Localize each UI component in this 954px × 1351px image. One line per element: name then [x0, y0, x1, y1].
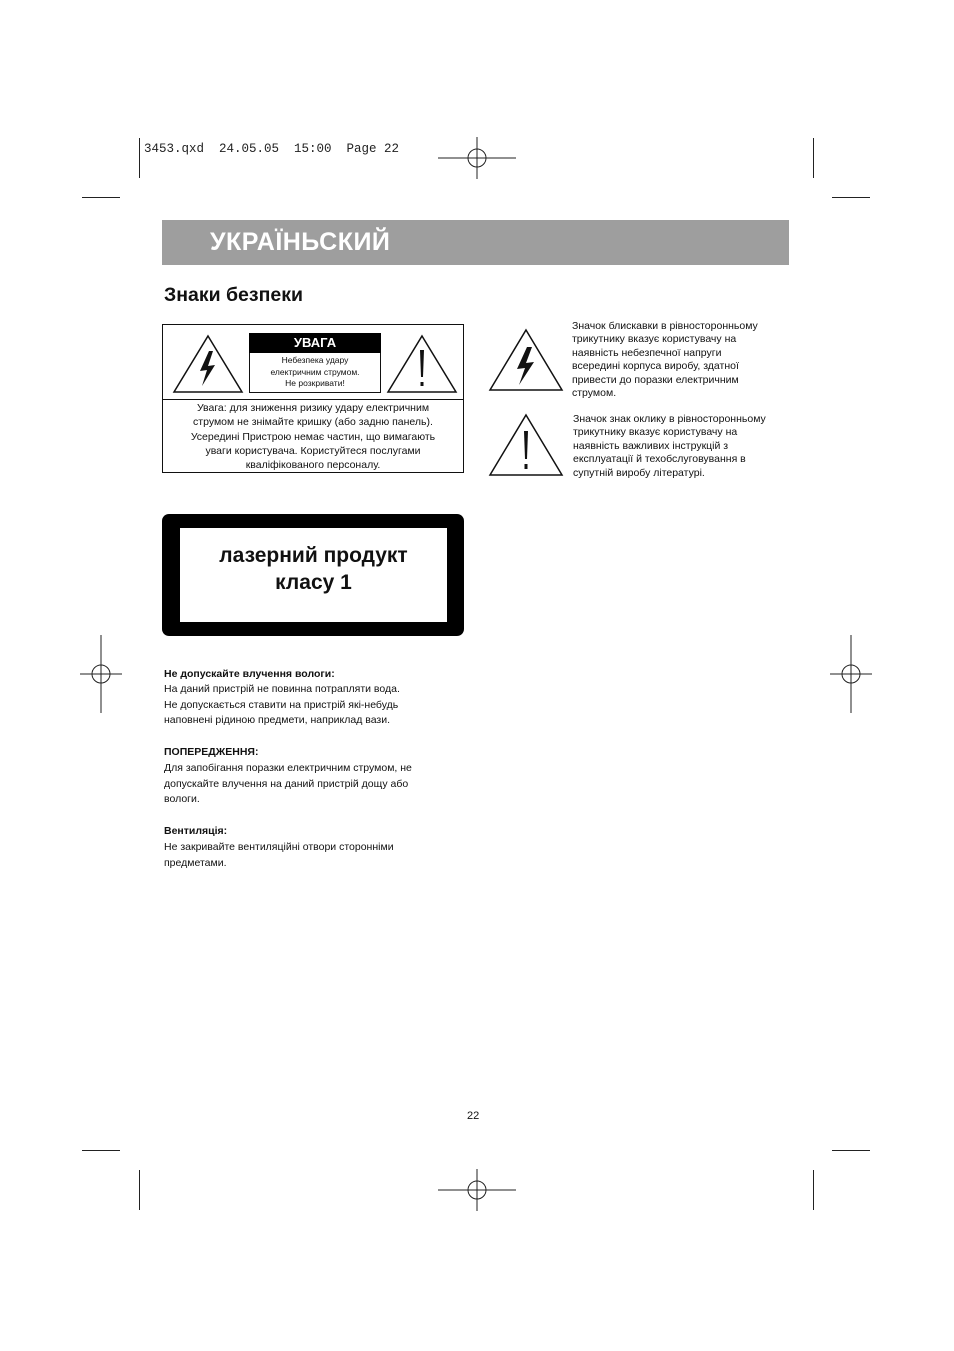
- description-line: привести до поразки електричним: [572, 373, 739, 386]
- caution-text-line: кваліфікованого персоналу.: [245, 459, 381, 472]
- banner-title: УКРАЇНЬСКИЙ: [210, 228, 391, 256]
- laser-line: лазерний продукт: [219, 544, 408, 567]
- caution-sub-line: електричним струмом.: [270, 366, 360, 377]
- paragraph-line: Не допускається ставити на пристрій які-небудь: [164, 698, 399, 711]
- exclamation-warning-icon: [385, 333, 459, 395]
- registration-mark-bottom: [438, 1169, 516, 1211]
- paragraph-line: Для запобігання поразки електричним струмом, не: [164, 762, 412, 774]
- laser-label-text: [180, 542, 447, 596]
- paragraph-line: вологи.: [164, 793, 200, 806]
- lightning-warning-icon: [171, 333, 245, 395]
- caution-heading-block: [249, 333, 381, 393]
- description-line: супутній виробу літературі.: [573, 466, 705, 479]
- registration-mark-top: [438, 137, 516, 179]
- laser-label-inner: [180, 528, 447, 622]
- laser-line: класу 1: [275, 571, 352, 594]
- description-line: Значок блискавки в рівносторонньому: [572, 320, 758, 332]
- lightning-description: [572, 320, 758, 400]
- exclamation-symbol-icon: [487, 412, 565, 478]
- description-line: експлуатації й техобслуговування в: [573, 453, 746, 466]
- paragraph-line: Не закривайте вентиляційні отвори сторонніми: [164, 841, 394, 853]
- caution-sub-line: Не розкривати!: [285, 378, 345, 388]
- caution-text-line: Усередині Пристрою немає частин, що вимагають: [190, 430, 436, 443]
- exclamation-description: [573, 413, 766, 480]
- warning-title: ПОПЕРЕДЖЕННЯ:: [164, 746, 259, 758]
- moisture-text: [164, 682, 454, 729]
- registration-mark-left: [80, 635, 122, 713]
- caution-sub-line: Небезпека удару: [281, 355, 349, 365]
- ventilation-title: Вентиляція:: [164, 825, 228, 837]
- laser-product-label: [162, 514, 464, 636]
- caution-subtext: [249, 353, 381, 393]
- paragraph-line: наповнені рідиною предмети, наприклад вази.: [164, 714, 391, 727]
- paragraph-line: На даний пристрій не повинна потрапляти вода.: [164, 683, 400, 695]
- caution-heading: УВАГА: [249, 333, 381, 353]
- paragraph-line: допускайте влучення на даний пристрій дощу або: [164, 777, 409, 790]
- caution-text: [167, 401, 459, 472]
- caution-text-line: Увага: для зниження ризику удару електричним: [196, 402, 430, 414]
- ventilation-text: [164, 840, 454, 871]
- caution-label: [162, 324, 464, 473]
- description-line: Значок знак оклику в рівносторонньому: [573, 413, 766, 425]
- paragraph-line: предметами.: [164, 856, 227, 869]
- description-line: трикутнику вказує користувачу на: [573, 426, 738, 439]
- description-line: всередині корпуса виробу, здатної: [572, 360, 739, 373]
- caution-text-line: уваги користувача. Користуйтеся послугами: [205, 444, 421, 457]
- file-slug: 3453.qxd 24.05.05 15:00 Page 22: [144, 142, 400, 156]
- description-line: наявність важливих інструкцій з: [573, 439, 729, 452]
- section-title: Знаки безпеки: [164, 284, 303, 306]
- page-number: 22: [467, 1110, 480, 1122]
- language-banner: [162, 220, 789, 265]
- moisture-title: Не допускайте влучення вологи:: [164, 668, 335, 680]
- warning-text: [164, 761, 454, 808]
- caution-divider: [163, 399, 463, 400]
- caution-text-line: струмом не знімайте кришку (або задню панель).: [193, 416, 433, 429]
- lightning-symbol-icon: [487, 327, 565, 393]
- registration-mark-right: [830, 635, 872, 713]
- description-line: наявність небезпечної напруги: [572, 346, 722, 359]
- description-line: струмом.: [572, 387, 617, 400]
- description-line: трикутнику вказує користувачу на: [572, 333, 737, 346]
